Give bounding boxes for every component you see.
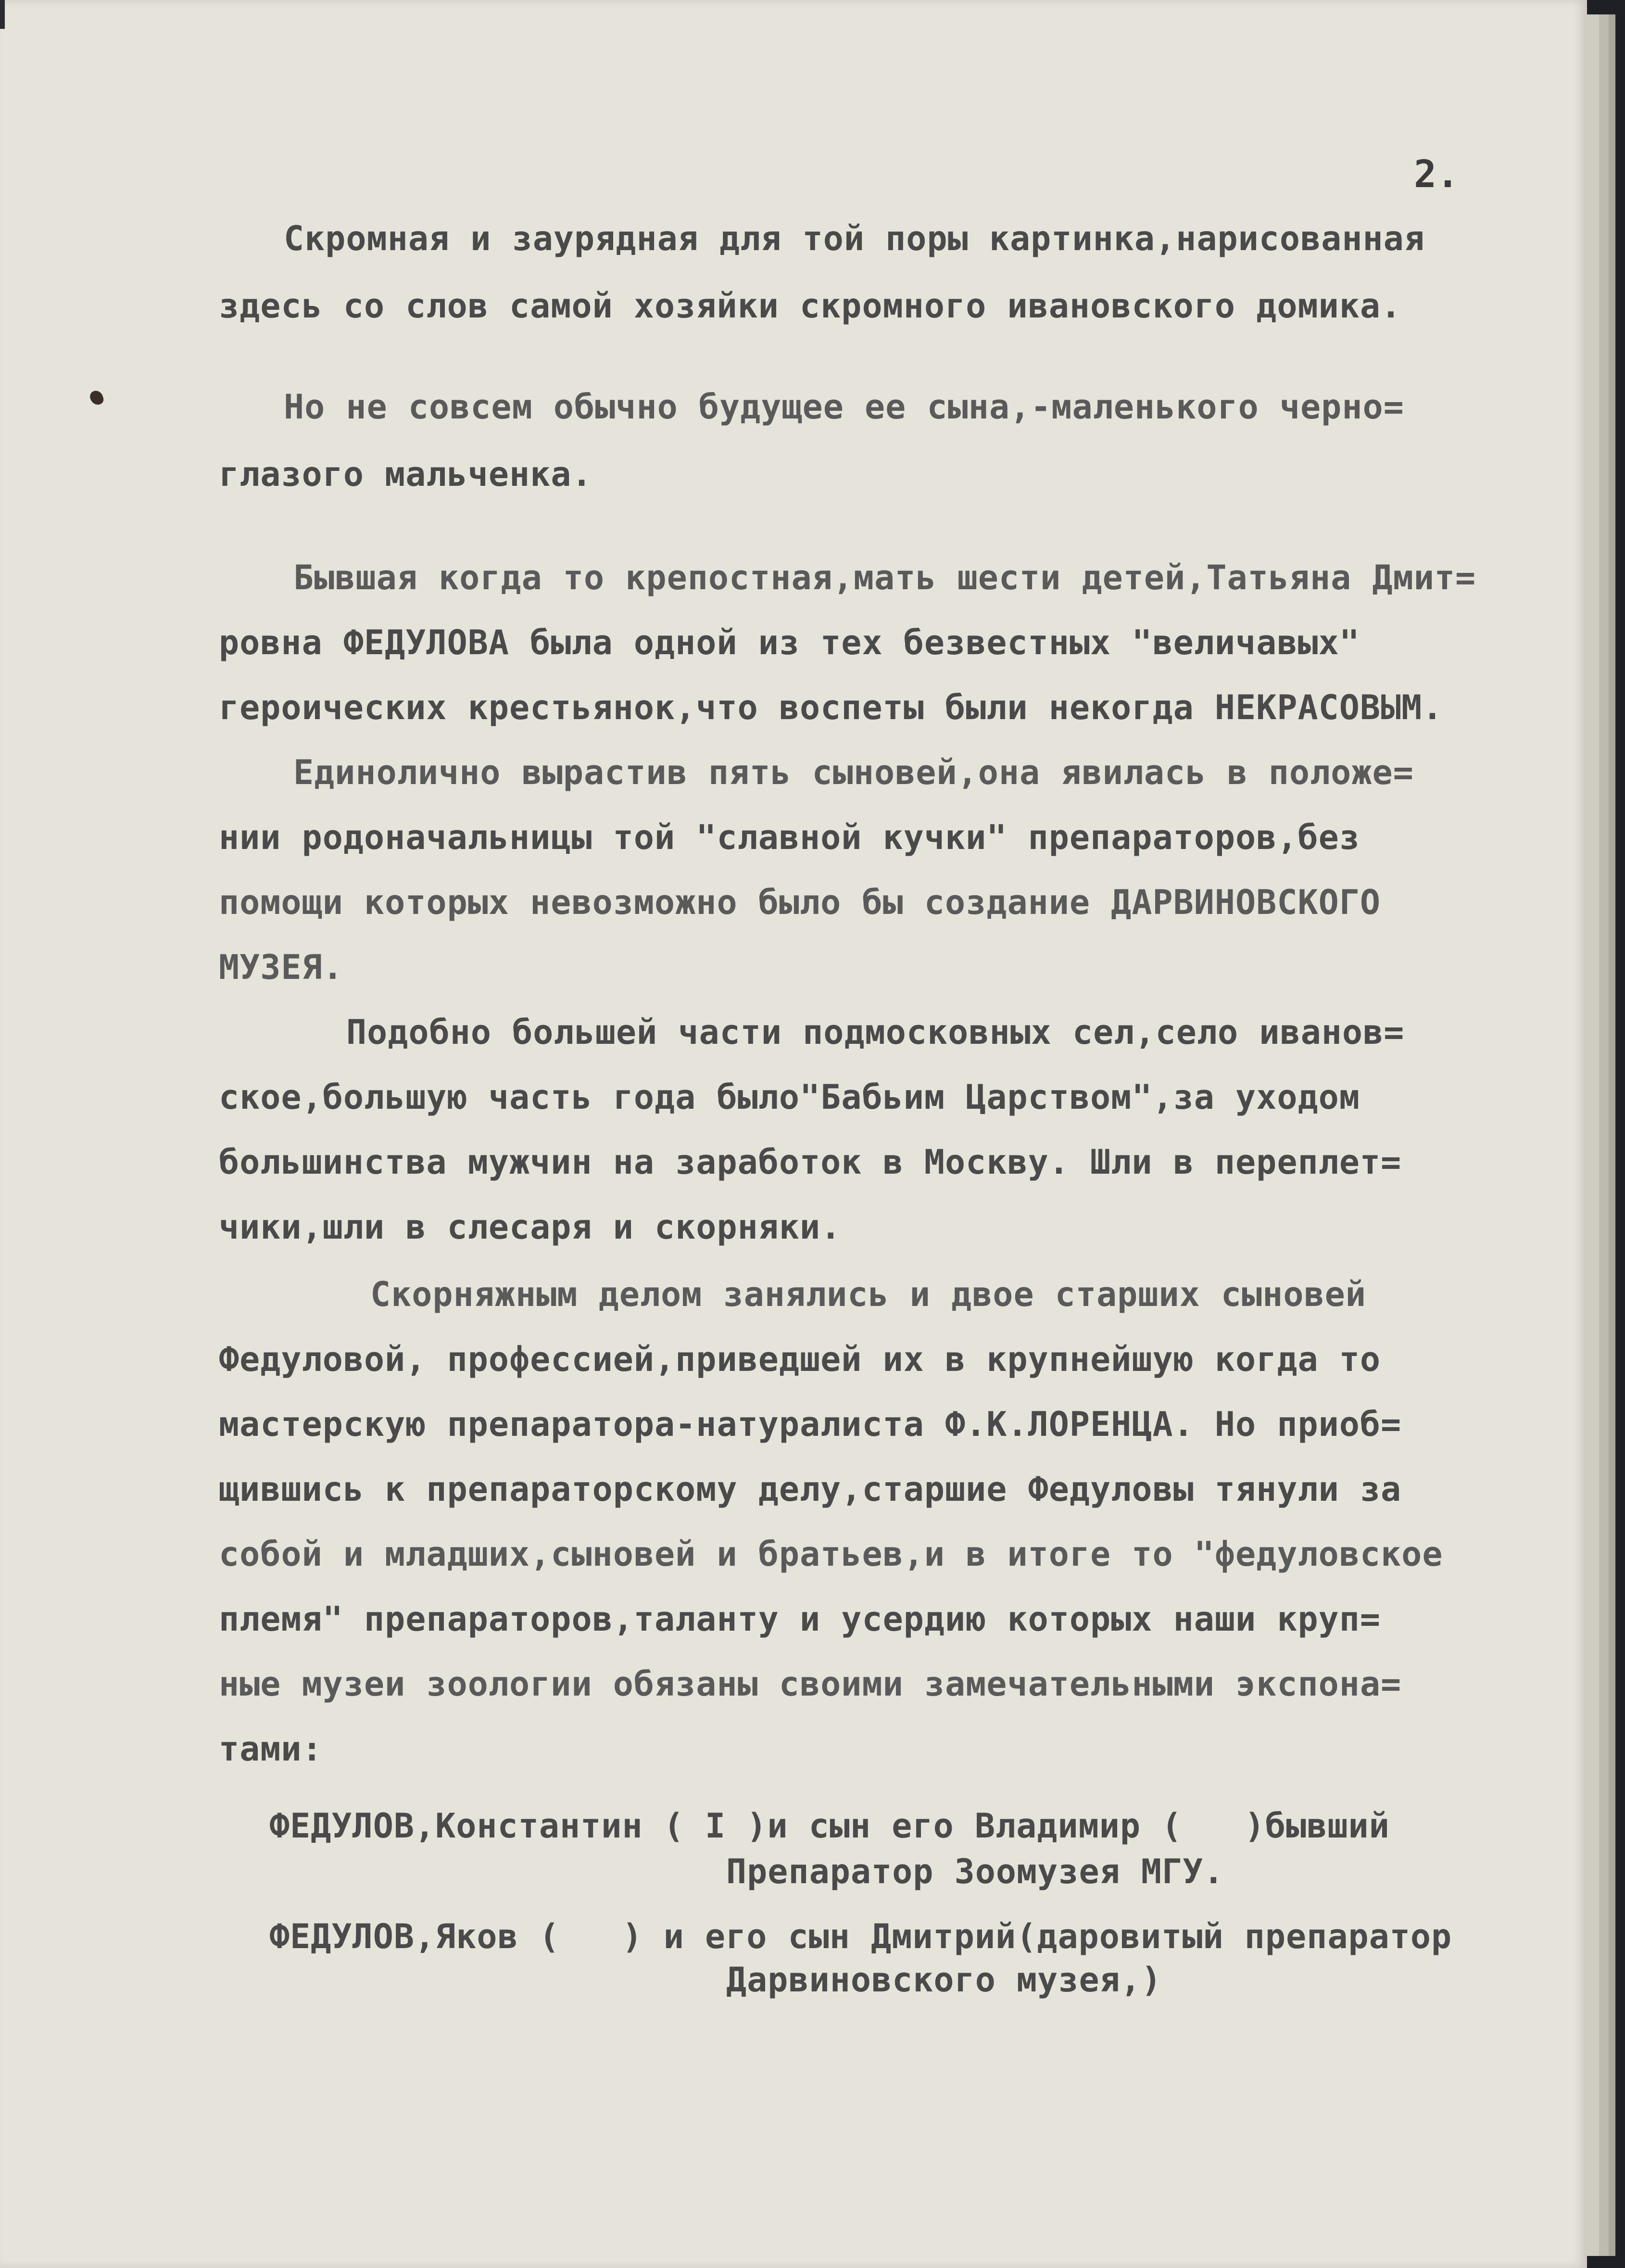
text-line: Подобно большей части подмосковных сел,село иванов= bbox=[346, 1013, 1405, 1052]
text-line: Скорняжным делом занялись и двое старших сыновей bbox=[370, 1275, 1366, 1314]
text-line: чики,шли в слесаря и скорняки. bbox=[219, 1207, 842, 1247]
text-line: ское,большую часть года было"Бабьим Царством",за уходом bbox=[219, 1077, 1360, 1117]
text-line: Единолично вырастив пять сыновей,она явилась в положе= bbox=[293, 753, 1414, 792]
page-edge bbox=[1599, 14, 1610, 2256]
text-line: глазого мальченка. bbox=[219, 455, 592, 494]
text-line: ФЕДУЛОВ,Яков ( ) и его сын Дмитрий(даровитый препаратор bbox=[269, 1917, 1452, 1956]
page-edge bbox=[1609, 14, 1615, 2256]
ink-blot bbox=[88, 389, 105, 406]
text-line: щившись к препараторскому делу,старшие Федуловы тянули за bbox=[219, 1470, 1402, 1509]
text-line: тами: bbox=[219, 1729, 323, 1769]
text-line: племя" препараторов,таланту и усердию которых наши круп= bbox=[219, 1599, 1381, 1639]
text-line: помощи которых невозможно было бы создание ДАРВИНОВСКОГО bbox=[219, 883, 1381, 922]
text-line: Бывшая когда то крепостная,мать шести детей,Татьяна Дмит= bbox=[293, 558, 1476, 597]
text-line: мастерскую препаратора-натуралиста Ф.К.ЛОРЕНЦА. Но приоб= bbox=[219, 1405, 1402, 1444]
text-line: Препаратор Зоомузея МГУ. bbox=[726, 1852, 1224, 1891]
page-number: 2. bbox=[1414, 153, 1459, 196]
text-line: собой и младших,сыновей и братьев,и в итоге то "федуловское bbox=[219, 1534, 1443, 1574]
text-line: МУЗЕЯ. bbox=[219, 948, 343, 987]
text-line: большинства мужчин на заработок в Москву. Шли в переплет= bbox=[219, 1142, 1402, 1182]
text-line: Скромная и заурядная для той поры картинка,нарисованная bbox=[284, 219, 1425, 258]
text-line: героических крестьянок,что воспеты были некогда НЕКРАСОВЫМ. bbox=[219, 688, 1443, 727]
text-line: ровна ФЕДУЛОВА была одной из тех безвестных "величавых" bbox=[219, 623, 1360, 662]
text-line: нии родоначальницы той "славной кучки" препараторов,без bbox=[219, 818, 1360, 857]
text-line: ные музеи зоологии обязаны своими замечательными экспона= bbox=[219, 1664, 1402, 1704]
text-line: Но не совсем обычно будущее ее сына,-маленького черно= bbox=[284, 387, 1404, 427]
page-corner bbox=[0, 0, 5, 29]
text-line: здесь со слов самой хозяйки скромного ивановского домика. bbox=[219, 286, 1402, 326]
text-line: ФЕДУЛОВ,Константин ( I )и сын его Владимир ( )бывший bbox=[269, 1806, 1390, 1846]
text-line: Федуловой, профессией,приведшей их в крупнейшую когда то bbox=[219, 1340, 1381, 1379]
text-line: Дарвиновского музея,) bbox=[726, 1960, 1162, 2000]
